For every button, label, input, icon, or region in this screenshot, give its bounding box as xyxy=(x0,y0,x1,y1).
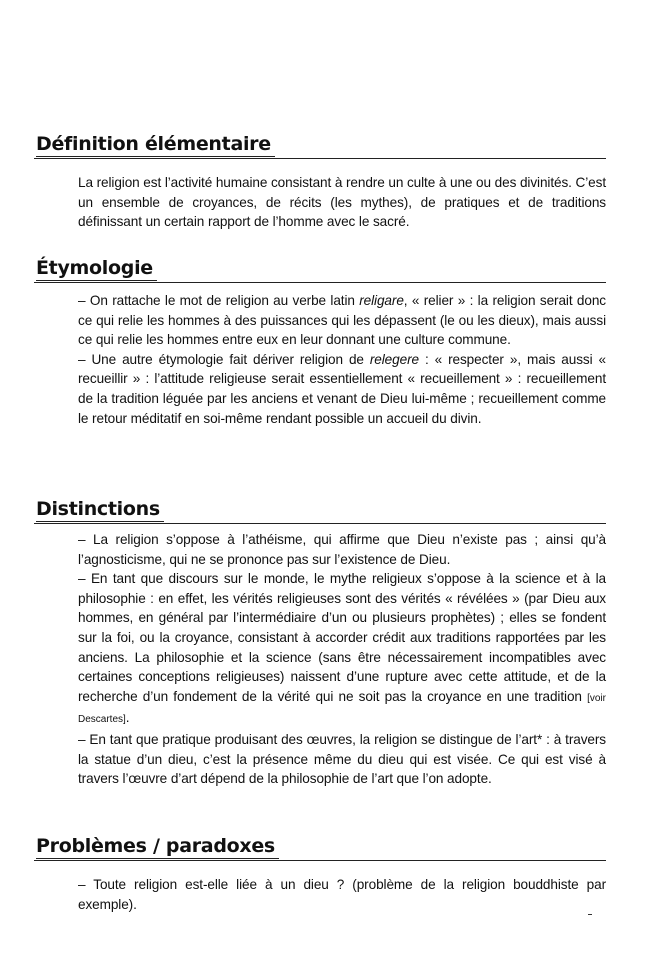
section-body xyxy=(78,875,606,914)
section-heading xyxy=(34,497,606,524)
paragraph xyxy=(78,569,606,730)
heading-text: Définition élémentaire xyxy=(36,132,275,157)
section-heading xyxy=(34,256,606,283)
heading-text: Problèmes / paradoxes xyxy=(36,834,279,859)
section-definition xyxy=(34,132,606,232)
paragraph: – En tant que pratique produisant des œuvres, la religion se distingue de l’art* : à travers la statue d’un dieu, c’est la présence même du dieu qui est visée. Ce qui est visé à travers l’œuvre d’art dépend de la philosophie de l’art que l’on adopte. xyxy=(78,731,606,787)
heading-text: Étymologie xyxy=(36,256,157,281)
paragraph xyxy=(78,350,606,428)
latin-term: religare xyxy=(359,293,404,308)
section-body xyxy=(78,173,606,232)
section-body xyxy=(78,291,606,428)
text-run: – En tant que discours sur le monde, le mythe religieux s’oppose à la science et à la philosophie : en effet, les vérités religieuses sont des vérités « révélées » (par Dieu aux hommes, en général par l’intermédiaire d’un ou plusieurs prophètes) ; elles se fondent sur la foi, ou la croyance, consistant à accorder crédit aux traditions rapportées par les anciens. La philosophie et la science (sans être nécessairement incompatibles avec certaines conceptions religieuses) naissent d’une rupture avec cette attitude, et de la recherche d’un fondement de la vérité qui ne soit pas la croyance en une tradition xyxy=(78,571,606,704)
section-body xyxy=(78,530,606,789)
section-etymology xyxy=(34,256,606,428)
text-run: , « relier » : la religion serait donc ce qui relie les hommes à des puissances qui les dépassent (le ou les dieux), mais aussi ce qui relie les hommes entre eux en leur donnant une culture commune. xyxy=(78,293,606,348)
heading-text: Distinctions xyxy=(36,497,164,522)
section-heading xyxy=(34,132,606,159)
text-run: – On rattache le mot de religion au verbe latin xyxy=(78,293,360,308)
cross-reference: [voir Descartes] xyxy=(78,692,606,726)
paragraph xyxy=(78,291,606,350)
page-mark xyxy=(588,914,592,915)
section-distinctions xyxy=(34,497,606,789)
paragraph: – Toute religion est-elle liée à un dieu ? (problème de la religion bouddhiste par exemple). xyxy=(78,877,606,912)
paragraph: La religion est l’activité humaine consistant à rendre un culte à une ou des divinités. C’est un ensemble de croyances, de récits (les mythes), de pratiques et de traditions définissant un certain rapport de l’homme avec le sacré. xyxy=(78,175,606,230)
latin-term: relegere xyxy=(369,351,419,367)
section-problems xyxy=(34,834,606,914)
text-run: . xyxy=(125,710,130,726)
section-heading xyxy=(34,834,606,861)
text-run: – Une autre étymologie fait dériver religion de xyxy=(78,351,370,367)
text-run: : « respecter », mais aussi « recueillir » : l’attitude religieuse serait essentiellement « recueillement » : recueillement de la tradition léguée par les anciens et venant de Dieu lui-même ; recueillement comme le retour méditatif en soi-même rendant possible un accueil du divin. xyxy=(78,351,606,426)
paragraph: – La religion s’oppose à l’athéisme, qui affirme que Dieu n’existe pas ; ainsi qu’à l’agnosticisme, qui ne se prononce pas sur l’existence de Dieu. xyxy=(78,532,606,567)
